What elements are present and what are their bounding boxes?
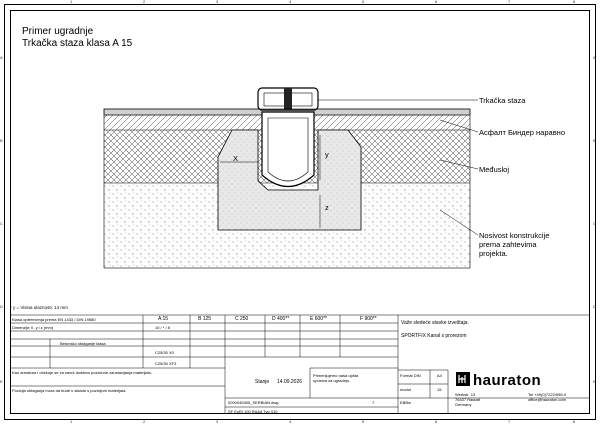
remark-2: Pozicija oblaganja mora da bude u skladu s pozicijom materijala.	[12, 388, 127, 393]
approval-line-2: upustva za ugradnju.	[313, 378, 351, 383]
zone-label: 2	[143, 419, 146, 424]
dimension-z-label: z	[325, 203, 329, 212]
zone-label: A	[593, 55, 596, 60]
zone-label: 8	[573, 0, 576, 4]
zone-label: B	[0, 138, 3, 143]
zone-label: 2	[143, 0, 146, 4]
zone-label: 5	[362, 419, 365, 424]
format-value: A4	[437, 373, 442, 378]
concrete-x0: C25/30 X0	[155, 350, 174, 355]
zone-label: E	[0, 379, 3, 384]
hauraton-logo-mark	[456, 372, 470, 386]
brand-logo: hauraton	[473, 372, 542, 389]
callout-asphalt: Асфалт Биндер наравно	[479, 128, 565, 137]
zone-label: 3	[216, 419, 219, 424]
contact-phone: Tel +49(0)7222/958-0	[528, 392, 567, 397]
title-line-1: Primer ugradnje	[22, 26, 94, 37]
module-value: 15	[437, 387, 442, 392]
zone-label: 7	[508, 419, 511, 424]
zone-label: 3	[216, 0, 219, 4]
dims-label: Dimenzije X, y i z (mm)	[12, 325, 54, 330]
class-a15: A 15	[158, 316, 169, 322]
class-b125: B 125	[198, 316, 212, 322]
callout-interlayer: Međusloj	[479, 165, 510, 174]
address-1: Werkstr. 13	[455, 392, 476, 397]
status-label: Stanje	[255, 379, 270, 385]
format-label: Format DIN	[400, 373, 421, 378]
dimension-x-label: X	[233, 154, 239, 163]
zone-label: A	[0, 55, 3, 60]
zone-label: 5	[362, 0, 365, 4]
zone-label: 6	[435, 419, 438, 424]
concrete-label: Betonsko oblaganje klasa	[60, 341, 106, 346]
revision-index: 7	[372, 400, 375, 405]
class-d400: D 400**	[272, 316, 290, 322]
zone-label: 1	[70, 419, 73, 424]
remark-1: Kao armatura i očekuje se za savrš dodatno pozicione zaustavljanja materijala.	[12, 370, 152, 375]
concrete-xf3: C25/30 XF3	[155, 361, 177, 366]
zone-label: 1	[70, 0, 73, 4]
callout-bearing: Nosivost konstrukcije prema zahtevima projekta.	[479, 231, 550, 258]
footnote: * y = Visina ulaznosti: 14 mm	[10, 305, 68, 310]
class-c250: C 250	[235, 316, 249, 322]
zone-label: 6	[435, 0, 438, 4]
class-f900: F 900**	[360, 316, 377, 322]
approval-line-1: Primenjujemo naša opšta	[313, 373, 359, 378]
dimension-y-label: y	[325, 150, 329, 159]
class-row-label: Klasa opterećenja prema EN 1433 / DIN 19580	[12, 317, 96, 322]
zone-label: 8	[573, 419, 576, 424]
title-line-2: Trkačka staza klasa A 15	[22, 38, 133, 49]
zone-label: C	[593, 221, 596, 226]
product-name: SPORTFIX Kanal s prorezom	[401, 333, 467, 339]
module-label: modul	[400, 387, 411, 392]
status-date: 14.09.2026	[277, 379, 303, 385]
zone-label: 4	[289, 419, 292, 424]
language-code: EBBw	[400, 400, 411, 405]
contact-email: office@hauraton.com	[528, 397, 567, 402]
address-2: 76437 Rastatt	[455, 397, 480, 402]
address-3: Germany	[455, 402, 472, 407]
callout-track: Trkačka staza	[479, 96, 526, 105]
spec-title: Važe sledeće stavke izveštaja:	[401, 320, 469, 326]
class-e600: E 600**	[310, 316, 327, 322]
file-name: 0000045405_SERBIAN.dwg	[228, 400, 279, 405]
zone-label: E	[593, 379, 596, 384]
zone-label: 4	[289, 0, 292, 4]
zone-label: 7	[508, 0, 511, 4]
spec-code: SF EzRI 100 RA&d Typ 010	[228, 409, 278, 414]
dims-value: 10 / * / 8	[155, 325, 170, 330]
zone-label: B	[593, 138, 596, 143]
zone-label: C	[0, 221, 3, 226]
zone-label: D	[593, 304, 596, 309]
zone-label: D	[0, 304, 3, 309]
